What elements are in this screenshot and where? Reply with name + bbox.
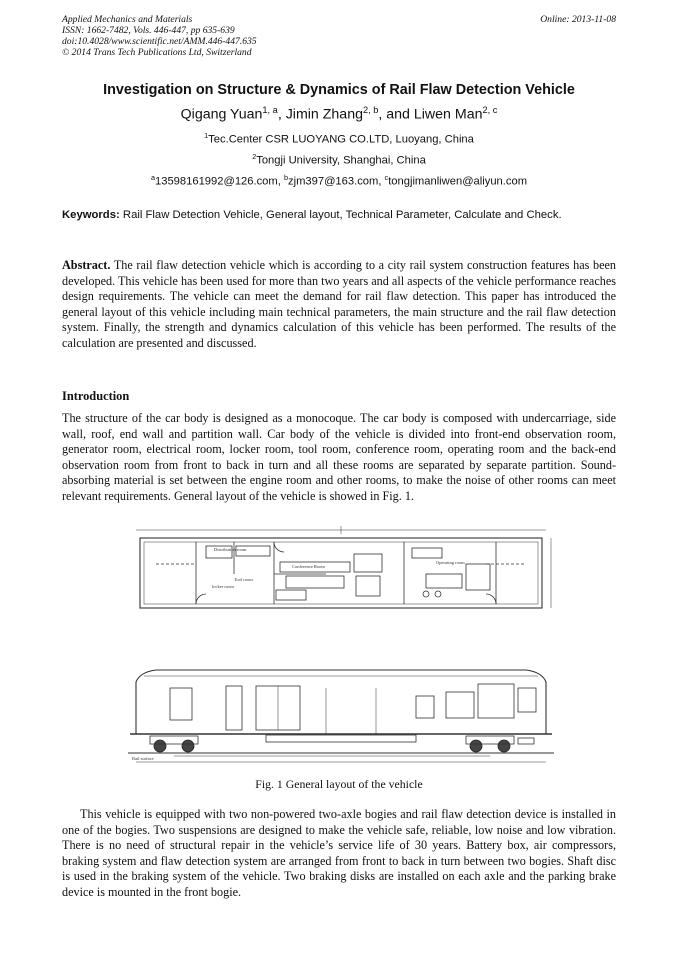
email-1: 13598161992@126.com, bbox=[155, 175, 284, 188]
email-3-sup: c bbox=[384, 173, 389, 182]
keywords-paragraph bbox=[62, 208, 616, 223]
author-2-sup: 2, b bbox=[362, 105, 379, 115]
figure-caption: Fig. 1 General layout of the vehicle bbox=[255, 777, 423, 791]
author-3: Liwen Man bbox=[413, 106, 483, 123]
affiliation-2 bbox=[62, 152, 616, 167]
fig-label-conference-room: Conference Room bbox=[292, 564, 325, 569]
keywords-text: Rail Flaw Detection Vehicle, General layout, Technical Parameter, Calculate and Check. bbox=[119, 209, 562, 221]
email-line bbox=[62, 173, 616, 188]
author-sep-2: , and bbox=[378, 106, 414, 123]
copyright-line: © 2014 Trans Tech Publications Ltd, Switzerland bbox=[62, 47, 252, 58]
fig-label-locker-room: locker room bbox=[212, 584, 234, 589]
fig-label-rail-surface: Rail surface bbox=[132, 756, 154, 761]
author-line bbox=[62, 105, 616, 123]
affiliation-1-sup: 1 bbox=[204, 131, 209, 140]
fig-label-distribution-room: Distribution room bbox=[214, 547, 247, 552]
issn-line: ISSN: 1662-7482, Vols. 446-447, pp 635-639 bbox=[62, 25, 235, 36]
affiliation-2-sup: 2 bbox=[252, 152, 257, 161]
email-3: tongjimanliwen@aliyun.com bbox=[388, 175, 528, 188]
author-3-sup: 2, c bbox=[482, 105, 498, 115]
paper-title: Investigation on Structure & Dynamics of Rail Flaw Detection Vehicle bbox=[103, 82, 575, 98]
vehicle-layout-figure bbox=[126, 524, 556, 770]
section-heading-introduction: Introduction bbox=[62, 389, 130, 403]
email-1-sup: a bbox=[150, 173, 156, 182]
affiliation-2-text: Tongji University, Shanghai, China bbox=[256, 154, 426, 167]
journal-header bbox=[62, 14, 616, 58]
author-sep-1: , bbox=[277, 106, 286, 123]
doi-line: doi:10.4028/www.scientific.net/AMM.446-447.635 bbox=[62, 36, 257, 47]
keywords-label: Keywords: bbox=[62, 209, 120, 221]
online-date: Online: 2013-11-08 bbox=[540, 14, 616, 25]
journal-name: Applied Mechanics and Materials bbox=[62, 14, 193, 25]
plan-view-drawing bbox=[136, 526, 551, 608]
author-1-sup: 1, a bbox=[262, 105, 278, 115]
email-2: zjm397@163.com, bbox=[288, 175, 385, 188]
email-2-sup: b bbox=[283, 173, 288, 182]
affiliation-1-text: Tec.Center CSR LUOYANG CO.LTD, Luoyang, China bbox=[208, 133, 474, 146]
author-2: Jimin Zhang bbox=[285, 106, 363, 123]
intro-paragraph-1: The structure of the car body is designed as a monocoque. The car body is composed with undercarriage, side wall, roof, end wall and partition wall. Car body of the vehicle is divided into front-end observation room, generator room, electrical room, locker room, tool room, conference room, operating room and the back-end observation room from front to back in turn and all these rooms are separated by separate partition. Sound-absorbing material is set between the engine room and other rooms, to make the noise of other rooms can meet relevant requirements. General layout of the vehicle is showed in Fig. 1. bbox=[62, 411, 616, 503]
abstract-label: Abstract. bbox=[62, 258, 111, 272]
intro-paragraph-2: This vehicle is equipped with two non-powered two-axle bogies and rail flaw detection device is installed in one of the bogies. Two suspensions are designed to make the vehicle safe, reliable, low noise and low vibration. There is no need of structural repair in the vehicle’s service life of 30 years. Battery box, air compressors, braking system and flaw detection system are arranged from front to back in turn between two bogies. Shaft disc is used in the braking system of the vehicle. Two braking disks are installed on each axle and the parking brake device is mounted in the front bogie. bbox=[62, 807, 616, 899]
fig-label-tool-room: Tool room bbox=[234, 577, 253, 582]
side-elevation-drawing bbox=[128, 670, 554, 762]
abstract-paragraph bbox=[62, 258, 616, 352]
abstract-text: The rail flaw detection vehicle which is according to a city rail system construction features has been developed. This vehicle has been used for more than two years and all aspects of the vehicle performance reaches design requirements. The vehicle can meet the demand for rail flaw detection. This paper has introduced the general layout of this vehicle including main technical parameters, the main structure and the rail flaw detection system. Finally, the strength and dynamics calculation of this vehicle has been performed. The results of the calculation are presented and discussed. bbox=[62, 258, 616, 350]
author-1: Qigang Yuan bbox=[180, 106, 263, 123]
affiliation-1 bbox=[62, 131, 616, 146]
fig-label-operating-room: Operating room bbox=[436, 560, 465, 565]
